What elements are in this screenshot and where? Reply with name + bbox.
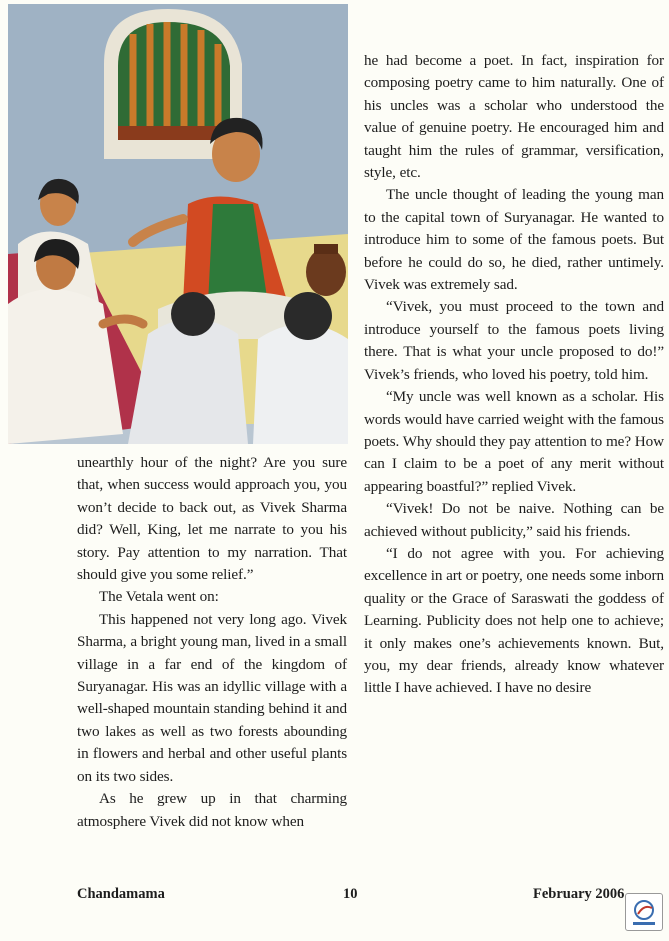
paragraph: As he grew up in that charming atmosphere Vivek did not know when xyxy=(77,790,347,830)
paragraph: “Vivek, you must proceed to the town and introduce yourself to the famous poets living there. That is what your uncle proposed to do!” Vivek’s friends, who loved his poetry, told him. xyxy=(364,298,664,383)
footer-magazine-name: Chandamama xyxy=(77,886,165,902)
paragraph: unearthly hour of the night? Are you sure that, when success would approach you, you won’t decide to back out, as Vivek Sharma did? Well, King, let me narrate to you his story. Pay attention to my narration. That should give you some relief.” xyxy=(77,454,347,584)
footer-page-number: 10 xyxy=(343,886,358,902)
story-illustration xyxy=(8,4,348,444)
storytelling-scene-icon xyxy=(8,4,348,444)
paragraph: “Vivek! Do not be naive. Nothing can be achieved without publicity,” said his friends. xyxy=(364,500,664,540)
chandamama-logo-icon xyxy=(625,893,663,931)
paragraph: This happened not very long ago. Vivek Sharma, a bright young man, lived in a small village in a far end of the kingdom of Suryanagar. His was an idyllic village with a well-shaped mountain standing behind it and two lakes as well as two forests abounding in flowers and herbal and other useful plants on its two sides. xyxy=(77,610,347,785)
paragraph: “My uncle was well known as a scholar. His words would have carried weight with the famous poets. Why should they pay attention to me? How can I claim to be a poet of any merit without appearing boastful?” replied Vivek. xyxy=(364,388,664,495)
right-text-column xyxy=(364,50,664,700)
paragraph: “I do not agree with you. For achieving excellence in art or poetry, one needs some inborn quality or the Grace of Saraswati the goddess of Learning. Publicity does not help one to achieve; it only makes one’s achievements known. But, you, my dear friends, already know whatever little I have achieved. I have no desire xyxy=(364,544,664,697)
paragraph: The Vetala went on: xyxy=(99,588,219,606)
left-text-column xyxy=(77,452,347,833)
footer-issue-date: February 2006 xyxy=(533,886,625,902)
paragraph: he had become a poet. In fact, inspiration for composing poetry came to him naturally. One of his uncles was a scholar who understood the value of genuine poetry. He encouraged him and taught him the rules of grammar, versification, style, etc. xyxy=(364,52,664,182)
paragraph: The uncle thought of leading the young man to the capital town of Suryanagar. He wanted to introduce him to some of the famous poets. But before he could do so, he died, rather untimely. Vivek was extremely sad. xyxy=(364,186,664,294)
